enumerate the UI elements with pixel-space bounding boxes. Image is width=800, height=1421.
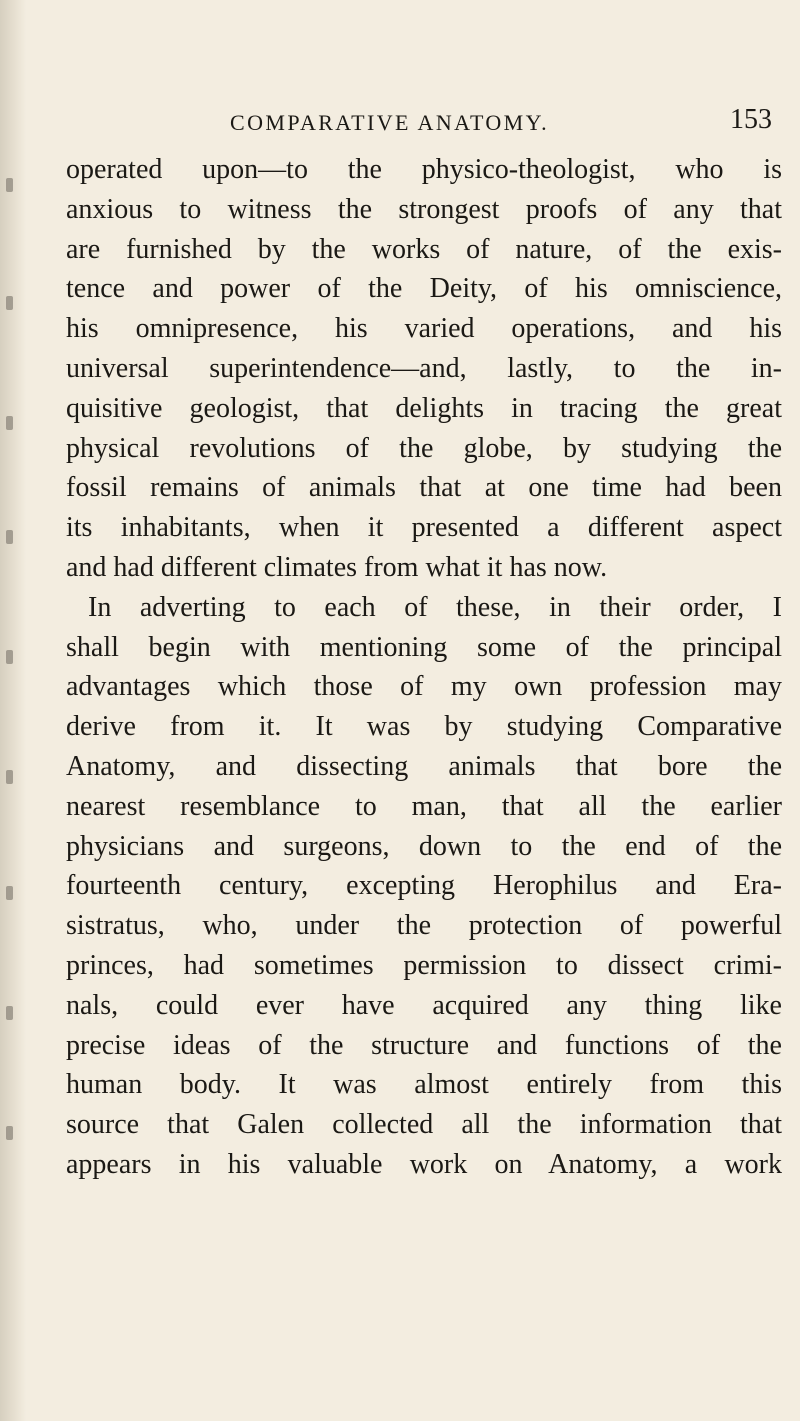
gutter-mark bbox=[6, 296, 13, 310]
text-line: In adverting to each of these, in their order, I bbox=[88, 591, 782, 623]
text-line: are furnished by the works of nature, of the exis- bbox=[66, 233, 782, 265]
text-line: advantages which those of my own profession may bbox=[66, 671, 782, 703]
gutter-mark bbox=[6, 650, 13, 664]
text-line: fossil remains of animals that at one time had been bbox=[66, 472, 782, 504]
gutter-mark bbox=[6, 886, 13, 900]
text-line: physicians and surgeons, down to the end of the bbox=[66, 830, 782, 862]
text-line: nearest resemblance to man, that all the earlier bbox=[66, 790, 782, 822]
text-line: universal superintendence—and, lastly, to the in- bbox=[66, 352, 782, 384]
text-line: nals, could ever have acquired any thing like bbox=[66, 989, 782, 1021]
binding-gutter bbox=[0, 0, 26, 1421]
text-line: physical revolutions of the globe, by studying the bbox=[66, 432, 782, 464]
text-line: sistratus, who, under the protection of powerful bbox=[66, 910, 782, 942]
text-line: princes, had sometimes permission to dissect crimi- bbox=[66, 949, 782, 981]
body-text bbox=[66, 150, 782, 1185]
text-line: fourteenth century, excepting Herophilus and Era- bbox=[66, 870, 782, 902]
text-line: quisitive geologist, that delights in tracing the great bbox=[66, 392, 782, 424]
gutter-mark bbox=[6, 530, 13, 544]
text-line: and had different climates from what it has now. bbox=[66, 551, 608, 583]
text-line: Anatomy, and dissecting animals that bore the bbox=[66, 750, 782, 782]
gutter-mark bbox=[6, 1006, 13, 1020]
running-title: COMPARATIVE ANATOMY. bbox=[230, 110, 549, 135]
page-number: 153 bbox=[730, 104, 772, 135]
text-line: appears in his valuable work on Anatomy, a work bbox=[66, 1148, 782, 1180]
page-header bbox=[60, 104, 780, 144]
text-line: anxious to witness the strongest proofs of any that bbox=[66, 193, 782, 225]
text-line: precise ideas of the structure and functions of the bbox=[66, 1029, 782, 1061]
gutter-mark bbox=[6, 1126, 13, 1140]
text-line: shall begin with mentioning some of the principal bbox=[66, 631, 782, 663]
text-line: human body. It was almost entirely from this bbox=[66, 1069, 782, 1101]
text-line: tence and power of the Deity, of his omniscience, bbox=[66, 273, 782, 305]
gutter-mark bbox=[6, 178, 13, 192]
text-line: his omnipresence, his varied operations, and his bbox=[66, 313, 782, 345]
gutter-mark bbox=[6, 416, 13, 430]
text-line: source that Galen collected all the information that bbox=[66, 1109, 782, 1141]
text-line: derive from it. It was by studying Comparative bbox=[66, 711, 782, 743]
gutter-mark bbox=[6, 770, 13, 784]
text-line: operated upon—to the physico-theologist, who is bbox=[66, 154, 782, 185]
text-line: its inhabitants, when it presented a different aspect bbox=[66, 512, 782, 544]
